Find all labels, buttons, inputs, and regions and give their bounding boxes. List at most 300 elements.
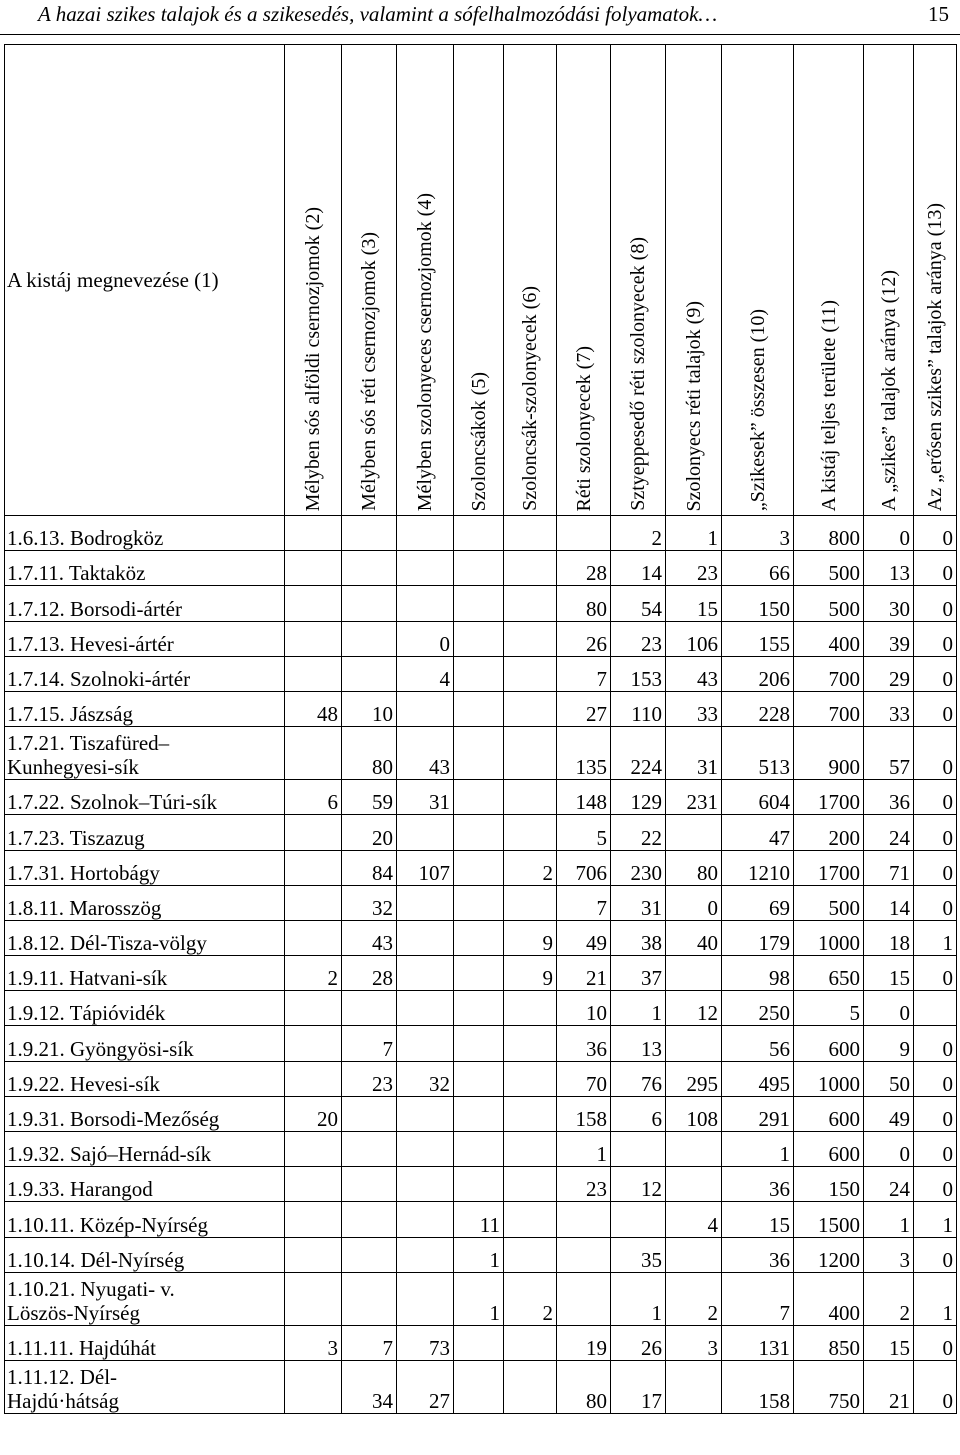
column-header	[611, 45, 666, 516]
table-cell: 2	[504, 850, 557, 885]
table-cell	[504, 1132, 557, 1167]
table-cell: 0	[914, 885, 957, 920]
table-cell: 158	[557, 1096, 611, 1131]
table-cell: 0	[864, 516, 914, 551]
table-cell: 12	[666, 991, 722, 1026]
row-name: 1.10.21. Nyugati- v. Löszös-Nyírség	[5, 1272, 285, 1325]
table-cell: 1	[611, 991, 666, 1026]
column-header	[864, 45, 914, 516]
table-cell: 291	[722, 1096, 794, 1131]
table-cell: 15	[864, 956, 914, 991]
table-cell: 31	[611, 885, 666, 920]
table-cell: 750	[794, 1360, 864, 1413]
data-table	[4, 44, 957, 1414]
table-cell: 7	[557, 656, 611, 691]
table-cell: 36	[722, 1167, 794, 1202]
table-cell: 600	[794, 1096, 864, 1131]
table-cell: 31	[666, 727, 722, 780]
table-cell: 3	[285, 1325, 342, 1360]
table-cell	[342, 991, 397, 1026]
table-cell: 1700	[794, 780, 864, 815]
table-cell	[454, 956, 504, 991]
row-name: 1.9.12. Tápióvidék	[5, 991, 285, 1026]
table-cell	[397, 885, 454, 920]
column-header	[794, 45, 864, 516]
table-cell: 20	[285, 1096, 342, 1131]
table-cell: 179	[722, 920, 794, 955]
table-cell	[285, 1202, 342, 1237]
table-cell: 110	[611, 691, 666, 726]
table-cell	[504, 1061, 557, 1096]
table-cell	[504, 516, 557, 551]
table-row	[5, 1237, 957, 1272]
table-row	[5, 1061, 957, 1096]
row-name: 1.7.12. Borsodi-ártér	[5, 586, 285, 621]
table-cell: 48	[285, 691, 342, 726]
table-row	[5, 1272, 957, 1325]
table-cell	[504, 586, 557, 621]
table-cell: 250	[722, 991, 794, 1026]
table-cell: 228	[722, 691, 794, 726]
table-cell: 0	[914, 621, 957, 656]
table-cell: 0	[397, 621, 454, 656]
table-cell	[397, 551, 454, 586]
table-cell: 59	[342, 780, 397, 815]
table-cell	[454, 586, 504, 621]
table-cell: 150	[722, 586, 794, 621]
table-cell	[914, 991, 957, 1026]
table-cell: 0	[914, 1237, 957, 1272]
table-cell: 1000	[794, 1061, 864, 1096]
table-cell: 131	[722, 1325, 794, 1360]
table-cell	[504, 1325, 557, 1360]
table-cell: 0	[666, 885, 722, 920]
table-cell: 3	[864, 1237, 914, 1272]
table-cell: 513	[722, 727, 794, 780]
table-cell: 600	[794, 1026, 864, 1061]
table-cell: 17	[611, 1360, 666, 1413]
column-header-label: „Szikesek” összesen (10)	[746, 308, 769, 511]
row-name: 1.11.11. Hajdúhát	[5, 1325, 285, 1360]
table-cell	[557, 1272, 611, 1325]
table-cell	[397, 1272, 454, 1325]
table-cell	[504, 621, 557, 656]
table-cell: 27	[397, 1360, 454, 1413]
table-cell: 4	[666, 1202, 722, 1237]
table-cell: 500	[794, 551, 864, 586]
table-row	[5, 1132, 957, 1167]
table-cell	[285, 1237, 342, 1272]
table-cell: 0	[914, 1026, 957, 1061]
table-cell	[397, 691, 454, 726]
table-cell: 1000	[794, 920, 864, 955]
table-cell: 37	[611, 956, 666, 991]
table-cell: 15	[722, 1202, 794, 1237]
row-name: 1.8.11. Marosszög	[5, 885, 285, 920]
table-row	[5, 956, 957, 991]
table-cell: 57	[864, 727, 914, 780]
table-cell	[397, 956, 454, 991]
table-cell	[454, 1360, 504, 1413]
table-cell: 1210	[722, 850, 794, 885]
table-cell	[285, 1167, 342, 1202]
table-cell	[454, 551, 504, 586]
table-cell: 1	[611, 1272, 666, 1325]
table-row	[5, 920, 957, 955]
table-cell: 0	[914, 850, 957, 885]
table-cell: 24	[864, 1167, 914, 1202]
row-name: 1.8.12. Dél-Tisza-völgy	[5, 920, 285, 955]
table-cell: 1	[914, 1272, 957, 1325]
table-cell: 56	[722, 1026, 794, 1061]
row-name: 1.7.11. Taktaköz	[5, 551, 285, 586]
table-row	[5, 885, 957, 920]
row-name: 1.7.22. Szolnok–Túri-sík	[5, 780, 285, 815]
table-cell: 500	[794, 586, 864, 621]
table-cell: 7	[342, 1325, 397, 1360]
table-cell	[454, 920, 504, 955]
table-cell: 76	[611, 1061, 666, 1096]
table-row	[5, 691, 957, 726]
row-name: 1.10.11. Közép-Nyírség	[5, 1202, 285, 1237]
table-cell	[397, 1237, 454, 1272]
table-cell: 0	[914, 551, 957, 586]
table-cell	[342, 1202, 397, 1237]
table-cell	[454, 1167, 504, 1202]
column-header	[504, 45, 557, 516]
table-row	[5, 621, 957, 656]
table-cell: 69	[722, 885, 794, 920]
table-cell	[342, 1096, 397, 1131]
table-cell: 40	[666, 920, 722, 955]
table-cell: 71	[864, 850, 914, 885]
column-header-label: Az „erősen szikes” talajok aránya (13)	[924, 202, 946, 511]
table-cell	[454, 1325, 504, 1360]
table-cell	[285, 920, 342, 955]
table-cell	[611, 1132, 666, 1167]
table-cell	[666, 1237, 722, 1272]
table-cell: 7	[722, 1272, 794, 1325]
table-cell: 0	[914, 586, 957, 621]
table-cell: 28	[342, 956, 397, 991]
table-cell: 24	[864, 815, 914, 850]
table-cell: 2	[666, 1272, 722, 1325]
table-cell: 11	[454, 1202, 504, 1237]
table-row	[5, 1325, 957, 1360]
table-cell: 600	[794, 1132, 864, 1167]
table-cell: 0	[914, 815, 957, 850]
table-cell	[342, 586, 397, 621]
column-header-label: Mélyben sós alföldi csernozjomok (2)	[302, 206, 324, 511]
column-header	[914, 45, 957, 516]
table-row	[5, 1360, 957, 1413]
page-number: 15	[928, 2, 949, 26]
row-name: 1.10.14. Dél-Nyírség	[5, 1237, 285, 1272]
table-cell	[397, 920, 454, 955]
table-cell: 0	[914, 727, 957, 780]
table-cell: 28	[557, 551, 611, 586]
column-header-label: Szolonyecs réti talajok (9)	[682, 300, 705, 511]
table-cell	[397, 1132, 454, 1167]
table-cell: 14	[864, 885, 914, 920]
table-cell: 0	[914, 1325, 957, 1360]
table-cell	[397, 1202, 454, 1237]
table-cell: 10	[557, 991, 611, 1026]
row-name: 1.7.13. Hevesi-ártér	[5, 621, 285, 656]
column-header-label: Mélyben szolonyeces csernozjomok (4)	[414, 192, 436, 511]
table-row	[5, 815, 957, 850]
table-cell: 47	[722, 815, 794, 850]
table-cell: 604	[722, 780, 794, 815]
column-header	[557, 45, 611, 516]
table-cell: 4	[397, 656, 454, 691]
column-header-name: A kistáj megnevezése (1)	[5, 45, 285, 516]
row-name: 1.7.15. Jászság	[5, 691, 285, 726]
table-cell	[454, 691, 504, 726]
table-cell	[285, 885, 342, 920]
table-body	[5, 516, 957, 1414]
table-cell: 21	[864, 1360, 914, 1413]
table-cell: 49	[864, 1096, 914, 1131]
table-cell	[504, 691, 557, 726]
table-cell: 30	[864, 586, 914, 621]
table-cell	[454, 991, 504, 1026]
table-cell	[397, 1026, 454, 1061]
table-cell	[397, 991, 454, 1026]
table-cell	[454, 727, 504, 780]
table-row	[5, 850, 957, 885]
table-cell: 23	[666, 551, 722, 586]
table-cell: 19	[557, 1325, 611, 1360]
column-header-label: Szoloncsák-szolonyecek (6)	[519, 286, 541, 511]
table-cell: 15	[864, 1325, 914, 1360]
page-header	[0, 0, 960, 35]
table-row	[5, 551, 957, 586]
table-cell: 7	[557, 885, 611, 920]
row-name: 1.9.32. Sajó–Hernád-sík	[5, 1132, 285, 1167]
table-cell: 148	[557, 780, 611, 815]
table-cell: 0	[914, 1167, 957, 1202]
table-cell	[504, 727, 557, 780]
table-cell: 32	[342, 885, 397, 920]
table-cell: 800	[794, 516, 864, 551]
table-cell: 54	[611, 586, 666, 621]
table-cell: 0	[914, 656, 957, 691]
table-cell: 2	[864, 1272, 914, 1325]
column-header-label: Réti szolonyecek (7)	[572, 345, 595, 511]
table-cell: 33	[666, 691, 722, 726]
table-cell: 200	[794, 815, 864, 850]
table-cell: 13	[864, 551, 914, 586]
table-cell: 0	[914, 1360, 957, 1413]
table-cell	[397, 1167, 454, 1202]
table-cell: 1500	[794, 1202, 864, 1237]
table-cell: 21	[557, 956, 611, 991]
column-header-label: A „szikes” talajok aránya (12)	[877, 269, 900, 511]
table-cell	[285, 815, 342, 850]
row-name: 1.7.23. Tiszazug	[5, 815, 285, 850]
table-cell	[285, 1026, 342, 1061]
table-cell	[342, 621, 397, 656]
table-cell: 500	[794, 885, 864, 920]
table-cell	[666, 1026, 722, 1061]
table-cell: 1	[666, 516, 722, 551]
table-cell: 43	[342, 920, 397, 955]
table-cell: 38	[611, 920, 666, 955]
table-cell: 27	[557, 691, 611, 726]
table-cell	[504, 780, 557, 815]
table-cell: 3	[722, 516, 794, 551]
table-cell: 700	[794, 691, 864, 726]
table-cell	[454, 1026, 504, 1061]
table-cell	[557, 1202, 611, 1237]
row-name: 1.7.31. Hortobágy	[5, 850, 285, 885]
table-cell	[454, 850, 504, 885]
table-cell: 158	[722, 1360, 794, 1413]
column-header	[666, 45, 722, 516]
table-cell: 129	[611, 780, 666, 815]
table-cell: 9	[504, 920, 557, 955]
table-cell	[285, 1132, 342, 1167]
table-row	[5, 656, 957, 691]
table-cell	[285, 1360, 342, 1413]
table-cell: 43	[397, 727, 454, 780]
table-cell: 0	[914, 780, 957, 815]
table-cell: 2	[611, 516, 666, 551]
table-cell: 5	[794, 991, 864, 1026]
table-cell	[504, 991, 557, 1026]
table-row	[5, 586, 957, 621]
row-name: 1.7.21. Tiszafüred– Kunhegyesi-sík	[5, 727, 285, 780]
table-cell: 29	[864, 656, 914, 691]
table-cell: 206	[722, 656, 794, 691]
table-row	[5, 516, 957, 551]
table-cell: 1	[914, 920, 957, 955]
row-name: 1.9.33. Harangod	[5, 1167, 285, 1202]
table-cell	[342, 551, 397, 586]
table-cell	[454, 656, 504, 691]
table-cell: 6	[611, 1096, 666, 1131]
table-cell	[342, 1272, 397, 1325]
table-cell: 6	[285, 780, 342, 815]
table-cell: 1	[557, 1132, 611, 1167]
column-header-label: A kistáj teljes területe (11)	[817, 299, 840, 511]
table-row	[5, 1202, 957, 1237]
table-cell: 36	[557, 1026, 611, 1061]
table-cell	[666, 1132, 722, 1167]
table-cell: 230	[611, 850, 666, 885]
table-cell	[285, 621, 342, 656]
table-cell: 49	[557, 920, 611, 955]
table-cell: 1	[722, 1132, 794, 1167]
row-name: 1.9.11. Hatvani-sík	[5, 956, 285, 991]
table-cell	[454, 621, 504, 656]
table-cell: 23	[611, 621, 666, 656]
table-cell: 400	[794, 1272, 864, 1325]
table-cell: 0	[864, 1132, 914, 1167]
table-cell: 33	[864, 691, 914, 726]
table-cell: 66	[722, 551, 794, 586]
table-cell	[611, 1202, 666, 1237]
table-cell: 20	[342, 815, 397, 850]
table-cell	[285, 586, 342, 621]
column-header-label: Szoloncsákok (5)	[467, 371, 490, 511]
table-cell: 0	[864, 991, 914, 1026]
column-header	[397, 45, 454, 516]
table-cell	[285, 516, 342, 551]
table-cell: 12	[611, 1167, 666, 1202]
table-cell: 135	[557, 727, 611, 780]
table-cell	[666, 956, 722, 991]
table-cell: 7	[342, 1026, 397, 1061]
row-name: 1.9.21. Gyöngyösi-sík	[5, 1026, 285, 1061]
table-cell: 295	[666, 1061, 722, 1096]
table-cell	[285, 727, 342, 780]
table-cell	[454, 815, 504, 850]
table-cell: 3	[666, 1325, 722, 1360]
table-cell: 155	[722, 621, 794, 656]
table-cell: 1	[864, 1202, 914, 1237]
table-cell	[557, 516, 611, 551]
table-cell: 9	[864, 1026, 914, 1061]
table-cell: 0	[914, 691, 957, 726]
table-cell: 2	[285, 956, 342, 991]
column-header	[285, 45, 342, 516]
table-cell	[285, 1061, 342, 1096]
table-cell	[504, 1360, 557, 1413]
table-cell: 106	[666, 621, 722, 656]
table-row	[5, 727, 957, 780]
table-cell: 73	[397, 1325, 454, 1360]
table-cell	[504, 656, 557, 691]
table-cell	[342, 1132, 397, 1167]
table-cell: 400	[794, 621, 864, 656]
table-cell: 18	[864, 920, 914, 955]
table-cell: 107	[397, 850, 454, 885]
table-cell: 26	[611, 1325, 666, 1360]
table-cell: 9	[504, 956, 557, 991]
table-cell	[454, 516, 504, 551]
table-cell	[454, 780, 504, 815]
table-cell: 1	[914, 1202, 957, 1237]
table-cell: 0	[914, 1132, 957, 1167]
table-cell	[666, 1360, 722, 1413]
table-cell: 84	[342, 850, 397, 885]
table-cell: 98	[722, 956, 794, 991]
table-cell	[397, 1096, 454, 1131]
table-cell	[342, 656, 397, 691]
table-row	[5, 780, 957, 815]
column-header-label: Mélyben sós réti csernozjomok (3)	[358, 232, 380, 511]
table-row	[5, 1096, 957, 1131]
header-row	[5, 45, 957, 516]
table-cell: 153	[611, 656, 666, 691]
table-cell: 1700	[794, 850, 864, 885]
table-cell: 32	[397, 1061, 454, 1096]
table-cell: 1	[454, 1272, 504, 1325]
table-cell	[666, 815, 722, 850]
table-cell: 80	[557, 1360, 611, 1413]
table-cell: 13	[611, 1026, 666, 1061]
table-cell: 39	[864, 621, 914, 656]
table-cell: 108	[666, 1096, 722, 1131]
table-cell	[285, 850, 342, 885]
table-cell: 70	[557, 1061, 611, 1096]
table-cell	[285, 1272, 342, 1325]
table-cell	[504, 1237, 557, 1272]
table-cell: 50	[864, 1061, 914, 1096]
table-cell: 0	[914, 956, 957, 991]
